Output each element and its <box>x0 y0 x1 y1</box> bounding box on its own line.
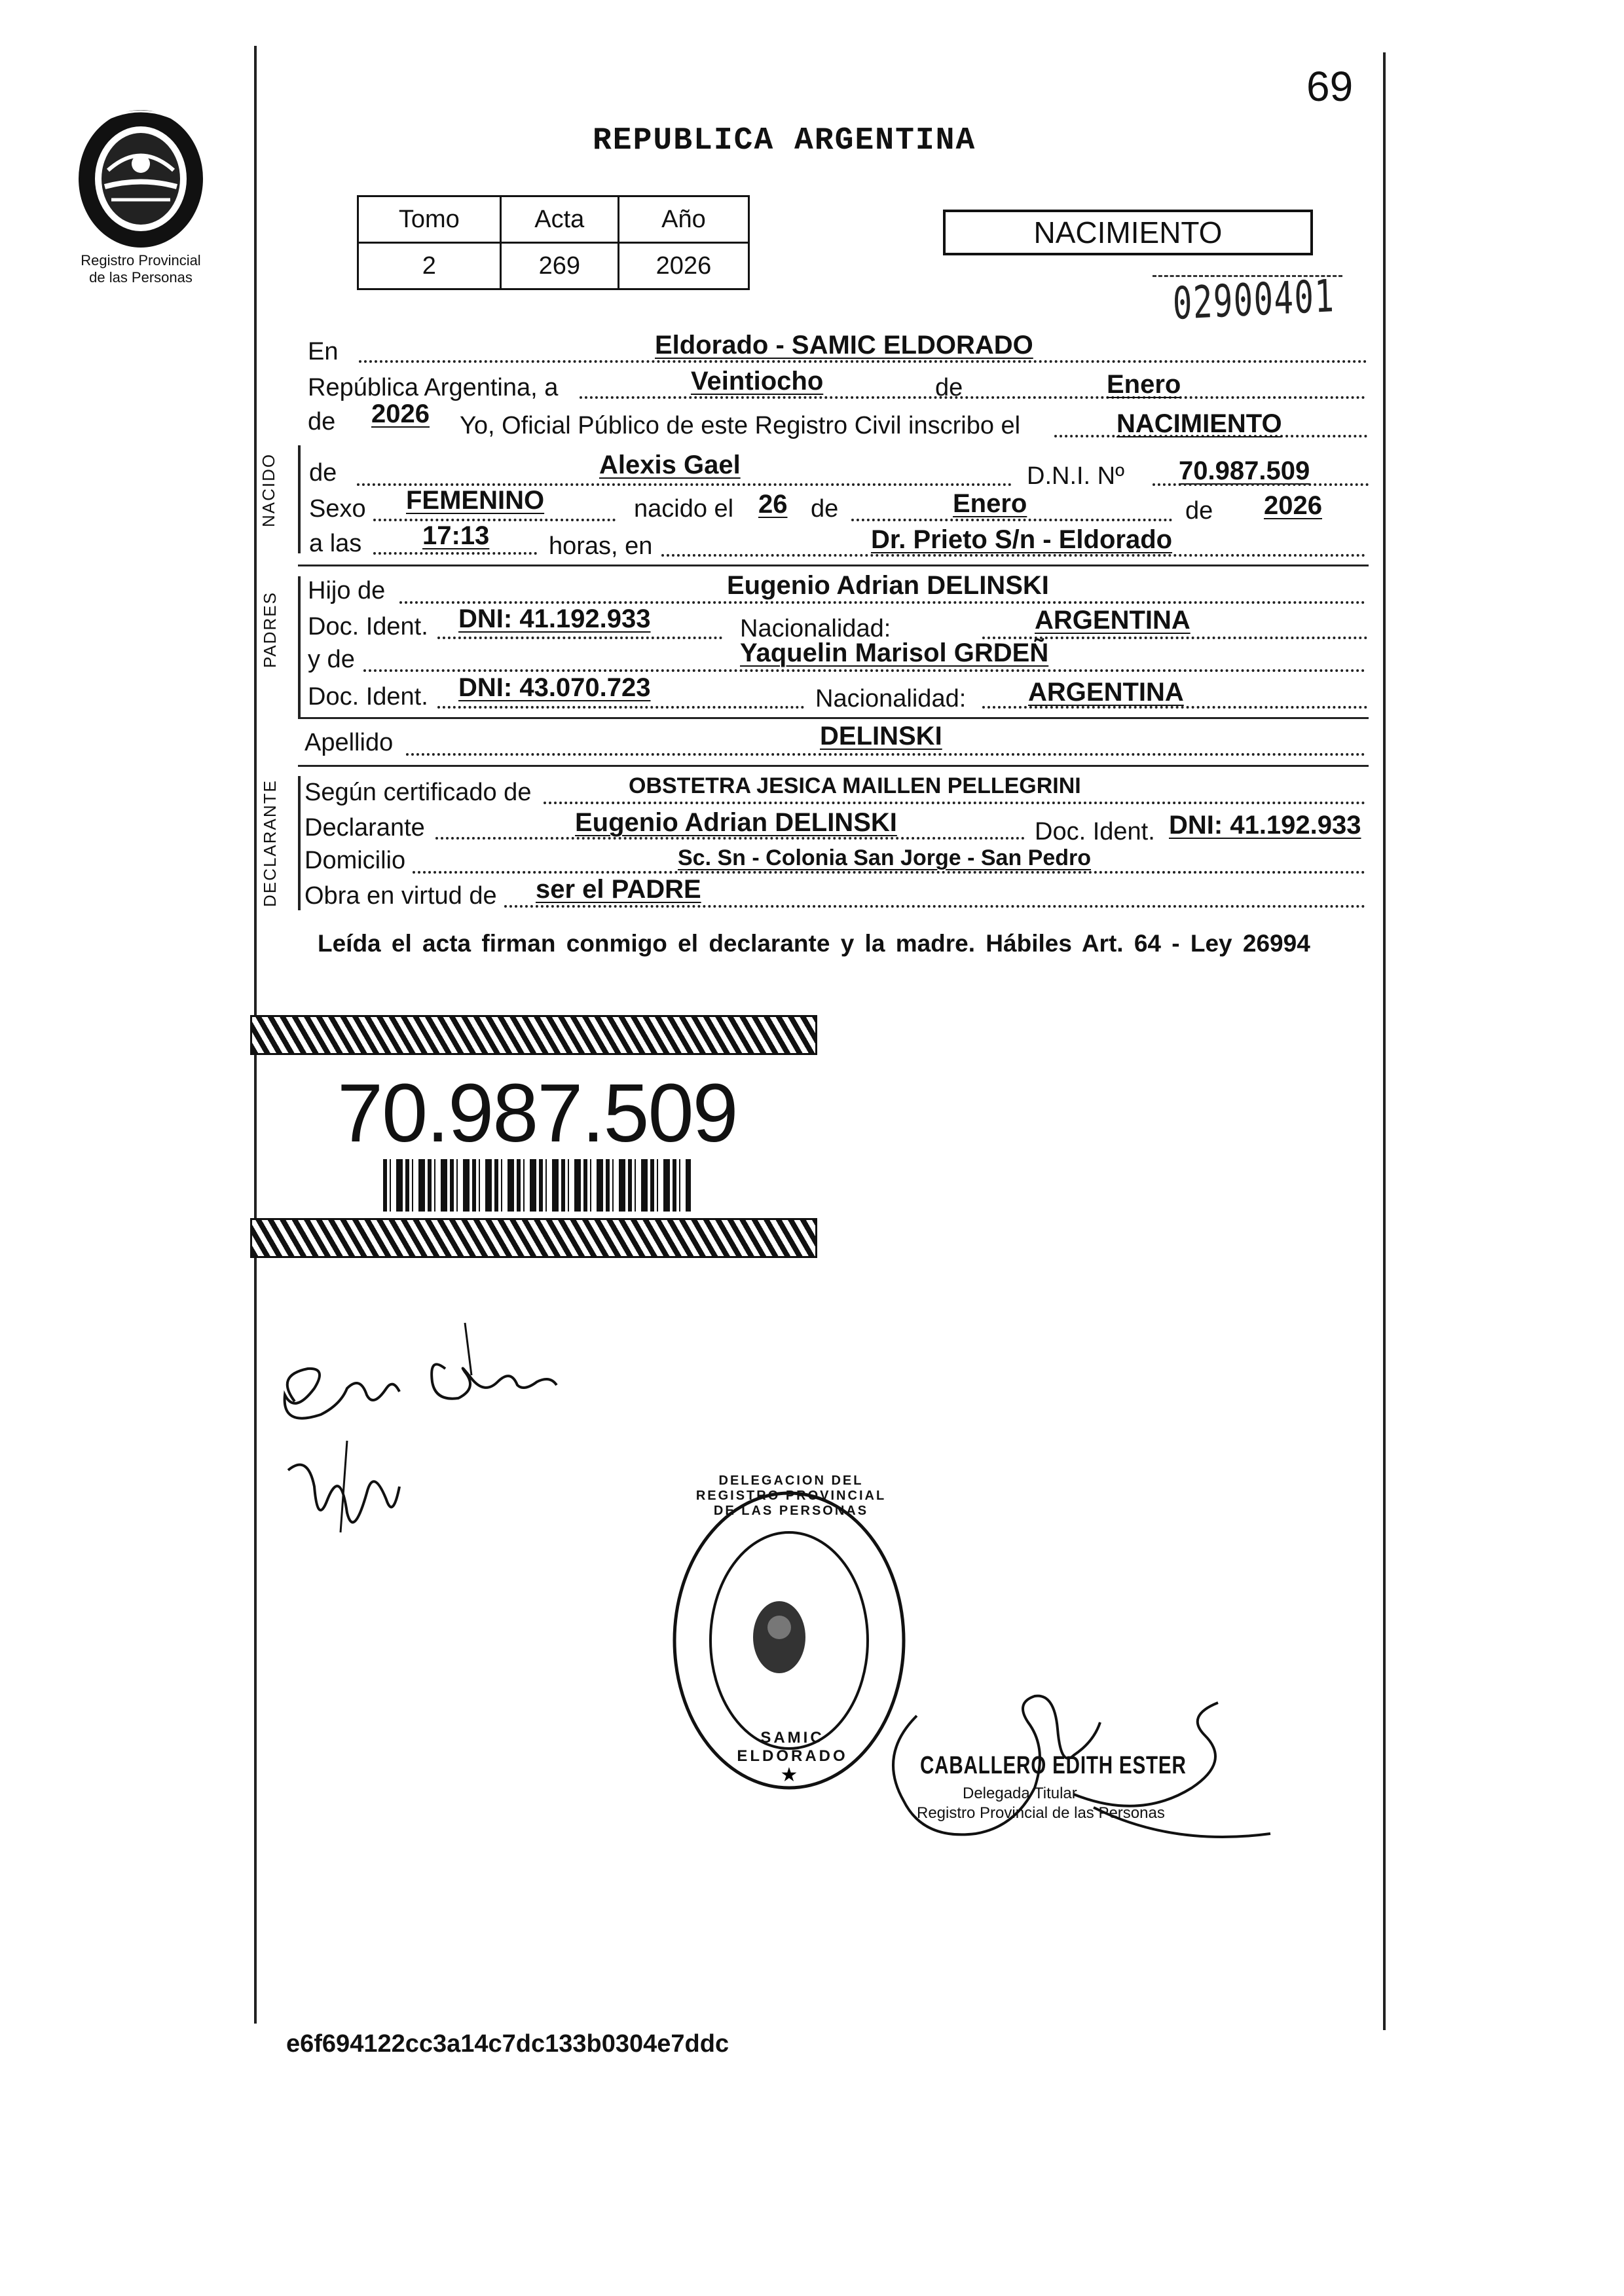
province-shield-icon <box>72 102 210 252</box>
logo-caption-line-1: Registro Provincial <box>81 252 201 268</box>
label-obra: Obra en virtud de <box>304 882 497 910</box>
logo-caption <box>46 252 236 286</box>
dni-stamp-bottom-stripe <box>250 1218 817 1258</box>
dni-barcode <box>383 1159 691 1212</box>
register-value-acta: 269 <box>500 243 618 289</box>
right-margin-line <box>1383 52 1386 2030</box>
mother-name: Yaquelin Marisol GRDEÑ <box>740 639 1049 667</box>
closing-note: Leída el acta firman conmigo el declarante y la madre. Hábiles Art. 64 - Ley 26994 <box>318 930 1310 957</box>
birth-day: 26 <box>758 490 788 519</box>
dots-birth-month <box>851 519 1172 521</box>
handwritten-signature-icon <box>268 1316 635 1565</box>
register-header-acta: Acta <box>500 196 618 243</box>
section-bracket-declarante <box>298 776 301 910</box>
dots-time <box>373 552 537 555</box>
birth-place: Dr. Prieto S/n - Eldorado <box>871 525 1173 554</box>
section-bracket-padres <box>298 576 301 717</box>
label-republica: República Argentina, a <box>308 374 559 401</box>
province-logo <box>72 102 210 252</box>
register-header-anio: Año <box>618 196 748 243</box>
divider-1 <box>298 565 1369 566</box>
svg-text:★: ★ <box>780 1764 798 1787</box>
label-certificado: Según certificado de <box>304 779 532 806</box>
side-label-padres: PADRES <box>260 591 280 668</box>
father-nat: ARGENTINA <box>1035 606 1190 635</box>
sex: FEMENINO <box>406 486 545 515</box>
divider-3 <box>298 765 1369 767</box>
label-nat-mother: Nacionalidad: <box>815 685 967 713</box>
label-nacido: nacido el <box>634 495 734 523</box>
label-de-1: de <box>935 374 963 401</box>
official-office: Registro Provincial de las Personas <box>917 1804 1165 1822</box>
label-hijo: Hijo de <box>308 577 386 604</box>
register-value-anio: 2026 <box>618 243 748 289</box>
dots-republica <box>580 396 1365 399</box>
place: Eldorado - SAMIC ELDORADO <box>655 331 1033 360</box>
child-dni: 70.987.509 <box>1179 456 1310 485</box>
page-number: 69 <box>1306 63 1354 110</box>
label-de-4: de <box>811 495 839 523</box>
dots-dni <box>1153 483 1369 486</box>
dots-declarant <box>435 837 1025 840</box>
mother-doc: DNI: 43.070.723 <box>458 673 651 702</box>
child-name: Alexis Gael <box>599 451 741 479</box>
birth-month: Enero <box>953 489 1027 518</box>
record-type: NACIMIENTO <box>1033 215 1223 250</box>
divider-2 <box>298 717 1369 719</box>
label-sexo: Sexo <box>309 495 366 523</box>
label-horas: horas, en <box>549 532 653 560</box>
label-doc-declarant: Doc. Ident. <box>1035 818 1155 845</box>
label-apellido: Apellido <box>304 729 394 756</box>
dots-father <box>399 601 1365 604</box>
year: 2026 <box>371 399 430 428</box>
dots-surname <box>406 753 1365 756</box>
register-header-tomo: Tomo <box>358 196 501 243</box>
document-hash: e6f694122cc3a14c7dc133b0304e7ddc <box>286 2030 729 2058</box>
day-words: Veintiocho <box>691 367 824 396</box>
surname: DELINSKI <box>820 722 942 750</box>
logo-caption-line-2: de las Personas <box>89 269 193 286</box>
dni-stamp-top-stripe <box>250 1015 817 1055</box>
father-name: Eugenio Adrian DELINSKI <box>727 571 1049 600</box>
seal-outer-text: DELEGACION DEL REGISTRO PROVINCIAL DE LAS PERSONAS <box>695 1473 887 1518</box>
dni-big: 70.987.509 <box>337 1067 737 1159</box>
father-doc: DNI: 41.192.933 <box>458 604 651 633</box>
birth-time: 17:13 <box>422 521 490 550</box>
label-de-2: de <box>308 408 336 435</box>
label-nat-father: Nacionalidad: <box>740 615 891 642</box>
certificate: OBSTETRA JESICA MAILLEN PELLEGRINI <box>629 773 1081 798</box>
label-alas: a las <box>309 530 362 557</box>
serial-dash-line <box>1153 275 1342 277</box>
document-title: REPUBLICA ARGENTINA <box>593 123 976 158</box>
oficial-text: Yo, Oficial Público de este Registro Civil inscribo el <box>460 412 1021 439</box>
label-doc-mother: Doc. Ident. <box>308 683 428 711</box>
label-dni: D.N.I. Nº <box>1027 462 1124 490</box>
dots-mother <box>363 669 1365 672</box>
label-domicilio: Domicilio <box>304 847 406 874</box>
official-role: Delegada Titular <box>963 1785 1077 1802</box>
side-label-declarante: DECLARANTE <box>260 779 280 907</box>
dots-mother-doc <box>437 706 804 709</box>
mother-nat: ARGENTINA <box>1028 678 1184 707</box>
declarant-doc: DNI: 41.192.933 <box>1169 811 1361 840</box>
dots-birth-place <box>661 554 1365 557</box>
declarant: Eugenio Adrian DELINSKI <box>575 808 897 837</box>
birth-year: 2026 <box>1264 491 1322 520</box>
address: Sc. Sn - Colonia San Jorge - San Pedro <box>678 845 1092 870</box>
seal-inner-text: SAMIC ELDORADO <box>737 1729 848 1765</box>
dots-certificate <box>544 802 1365 804</box>
label-yde: y de <box>308 646 355 673</box>
dots-mother-nat <box>982 706 1367 709</box>
record-word: NACIMIENTO <box>1116 409 1282 438</box>
label-de-3: de <box>309 459 337 487</box>
signatures <box>268 1316 635 1565</box>
serial-number: 02900401 <box>1172 270 1336 330</box>
dots-sex <box>373 519 616 521</box>
capacity: ser el PADRE <box>536 875 701 904</box>
record-type-box <box>943 210 1313 255</box>
dots-father-doc <box>437 637 722 639</box>
official-name: CABALLERO EDITH ESTER <box>920 1752 1187 1779</box>
side-label-nacido: NACIDO <box>259 453 278 527</box>
register-value-tomo: 2 <box>358 243 501 289</box>
month: Enero <box>1107 370 1181 399</box>
label-de-5: de <box>1185 497 1213 525</box>
register-table <box>357 195 750 290</box>
dots-en <box>359 360 1367 363</box>
dots-capacity <box>504 905 1365 908</box>
label-declarante: Declarante <box>304 814 425 842</box>
label-en: En <box>308 338 339 365</box>
label-doc-father: Doc. Ident. <box>308 613 428 640</box>
section-bracket-nacido <box>298 445 301 553</box>
